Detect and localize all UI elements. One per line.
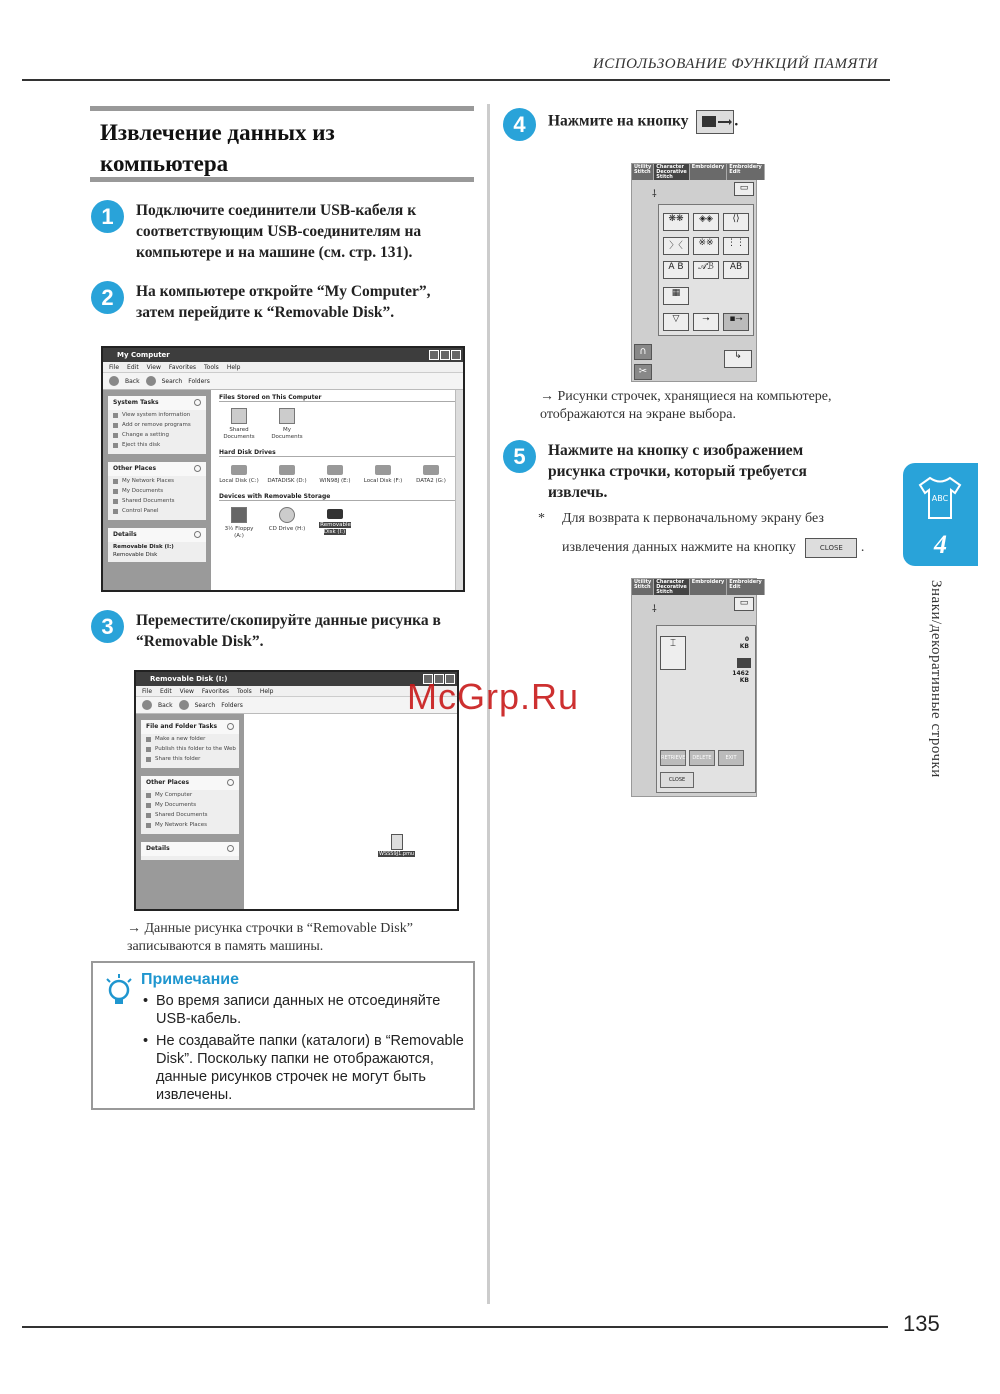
place-link[interactable]: Control Panel	[108, 506, 206, 516]
watermark: McGrp.Ru	[407, 676, 580, 717]
file-view	[244, 714, 457, 909]
category-button[interactable]: 〉〈	[663, 237, 689, 255]
hard-disk-icon	[423, 465, 439, 475]
step-number: 4	[503, 108, 536, 141]
drive-item[interactable]	[267, 461, 307, 485]
hard-disk-icon	[231, 465, 247, 475]
task-link[interactable]: Publish this folder to the Web	[141, 744, 239, 754]
window-title: My Computer	[117, 351, 170, 359]
place-link[interactable]: My Network Places	[108, 476, 206, 486]
window-title: Removable Disk (I:)	[150, 675, 228, 683]
menu-view[interactable]: View	[146, 364, 161, 371]
window-body	[136, 714, 457, 909]
section-title-line2: компьютера	[100, 151, 229, 176]
shared-documents-item[interactable]	[219, 406, 259, 441]
step-text-label: Нажмите на кнопку	[548, 112, 689, 130]
step-text: Нажмите на кнопку с изображением рисунка строчки, который требуется извлечь.	[548, 442, 807, 501]
note-title: Примечание	[141, 971, 240, 988]
needle-icon: ⸸	[652, 604, 657, 615]
section-heading	[90, 106, 474, 182]
step-5-star: *	[538, 511, 545, 526]
note-item: • Не создавайте папки (каталоги) в “Removable Disk”. Поскольку папки не отображаются, данные рисунков строчек не могут быть извлечены.	[143, 1032, 468, 1104]
task-pane	[103, 390, 211, 590]
step-1	[91, 200, 471, 266]
file-label: WSSS9J1.pmu	[379, 851, 415, 857]
memory-used-unit: KB	[739, 643, 749, 650]
panel-title: Other Places	[113, 465, 157, 472]
machine-screen-selection	[631, 163, 762, 382]
details-panel	[108, 528, 206, 562]
dragged-file[interactable]	[378, 834, 415, 857]
group-header: Files Stored on This Computer	[219, 394, 455, 402]
section-title-line1: Извлечение данных из	[100, 120, 335, 145]
menu-file[interactable]: File	[109, 364, 120, 371]
tab-character-decorative[interactable]: Character Decorative Stitch	[654, 164, 690, 180]
place-link[interactable]: My Computer	[141, 790, 239, 800]
forward-icon[interactable]	[179, 700, 189, 710]
section-title	[90, 111, 474, 179]
cd-drive-item[interactable]	[267, 505, 307, 540]
step-5-note-line2: извлечения данных нажмите на кнопку CLOSE .	[562, 538, 882, 558]
folder-icon	[231, 408, 247, 424]
cd-icon	[279, 507, 295, 523]
search-button[interactable]: Search	[194, 701, 216, 709]
retrieve-panel	[656, 625, 756, 793]
task-link[interactable]: Change a setting	[108, 430, 206, 440]
menu-edit[interactable]: Edit	[127, 364, 139, 371]
category-button[interactable]: ◈◈	[693, 213, 719, 231]
step-text: Переместите/скопируйте данные рисунка в “Removable Disk”.	[136, 612, 441, 650]
pattern-category-panel	[658, 204, 754, 336]
file-view	[211, 390, 463, 590]
step-text: Нажмите на кнопку .	[548, 110, 798, 134]
lightbulb-icon	[103, 973, 135, 1007]
item-label: My Documents	[271, 427, 303, 440]
step-text: На компьютере откройте “My Computer”, затем перейдите к “Removable Disk”.	[136, 283, 431, 321]
needle-icon: ⸸	[652, 189, 657, 200]
forward-icon[interactable]	[146, 376, 156, 386]
user-pattern-button[interactable]: ▦	[663, 287, 689, 305]
step-4	[503, 108, 793, 142]
menu-file[interactable]: File	[142, 688, 153, 695]
machine-screen-retrieve	[631, 578, 762, 797]
memory-used	[740, 636, 749, 650]
note-box	[91, 961, 475, 1110]
item-label: WIN98J (E:)	[319, 478, 351, 484]
memory-button[interactable]: ▭	[734, 597, 754, 611]
step-5-note-text: извлечения данных нажмите на кнопку	[562, 540, 796, 556]
step-number: 2	[91, 281, 124, 314]
step-3	[91, 610, 471, 654]
step-number: 5	[503, 440, 536, 473]
category-button[interactable]: ⋮⋮	[723, 237, 749, 255]
memory-available-unit: KB	[739, 677, 749, 684]
drive-item[interactable]	[219, 461, 259, 485]
back-icon[interactable]	[109, 376, 119, 386]
item-label: Removable Disk (I:)	[320, 522, 351, 535]
tab-utility-stitch[interactable]: Utility Stitch	[632, 164, 654, 180]
menu-edit[interactable]: Edit	[160, 688, 172, 695]
computer-usb-icon	[737, 658, 751, 668]
category-button[interactable]: A B	[663, 261, 689, 279]
menu-favorites[interactable]: Favorites	[201, 688, 230, 695]
menu-help[interactable]: Help	[259, 688, 274, 695]
task-link[interactable]: Add or remove programs	[108, 420, 206, 430]
place-link[interactable]: My Documents	[141, 800, 239, 810]
drive-item[interactable]	[411, 461, 451, 485]
task-pane	[136, 714, 244, 909]
close-icon[interactable]	[451, 350, 461, 360]
place-link[interactable]: My Documents	[108, 486, 206, 496]
screen-tabs	[632, 579, 762, 595]
usb-import-button[interactable]	[696, 110, 734, 134]
step-number: 1	[91, 200, 124, 233]
item-label: Shared Documents	[223, 427, 255, 440]
chapter-title: Знаки/декоративные строчки	[928, 580, 944, 778]
step-5	[503, 440, 843, 504]
other-places-panel	[141, 776, 239, 834]
tab-embroidery[interactable]: Embroidery	[690, 579, 728, 595]
thread-cutter-icon[interactable]: ∩	[634, 344, 652, 360]
panel-header[interactable]	[108, 528, 206, 542]
file-folder-tasks-panel	[141, 720, 239, 768]
panel-title: System Tasks	[113, 399, 159, 406]
usb-button[interactable]: ⭢	[693, 313, 719, 331]
hard-disk-icon	[327, 465, 343, 475]
maximize-icon[interactable]	[440, 350, 450, 360]
footer-rule	[22, 1326, 888, 1328]
step-text: Подключите соединители USB-кабеля к соответствующим USB-соединителям на компьютере и на машине (см. стр. 131).	[136, 202, 422, 261]
header-rule	[22, 79, 890, 81]
settings-button[interactable]: ↳	[724, 350, 752, 368]
folders-button[interactable]: Folders	[188, 377, 210, 385]
details-panel	[141, 842, 239, 860]
task-link[interactable]: Make a new folder	[141, 734, 239, 744]
step-2	[91, 281, 471, 325]
pattern-thumbnail[interactable]: ⌶	[660, 636, 686, 670]
category-button[interactable]: ❋❋	[663, 213, 689, 231]
category-button[interactable]: 𝒜ℬ	[693, 261, 719, 279]
scrollbar[interactable]	[455, 390, 463, 590]
panel-title: Details	[146, 845, 170, 852]
close-button-inline[interactable]: CLOSE	[805, 538, 857, 558]
collapse-icon[interactable]	[194, 531, 201, 538]
panel-title: Other Places	[146, 779, 190, 786]
task-link[interactable]: View system information	[108, 410, 206, 420]
item-label: DATADISK (D:)	[267, 478, 307, 484]
memory-used-value: 0	[744, 636, 749, 643]
panel-title: File and Folder Tasks	[146, 723, 218, 730]
menu-view[interactable]: View	[179, 688, 194, 695]
collapse-icon[interactable]	[227, 845, 234, 852]
item-label: CD Drive (H:)	[268, 526, 306, 532]
toolbar	[103, 373, 463, 390]
retrieve-button[interactable]: RETRIEVE	[660, 750, 686, 766]
removable-disk-icon	[327, 509, 343, 519]
panel-header[interactable]	[108, 396, 206, 410]
file-icon	[391, 834, 403, 850]
drive-item[interactable]	[315, 461, 355, 485]
scissors-icon[interactable]: ✂	[634, 364, 652, 380]
shirt-text: ABC	[931, 494, 949, 503]
item-label: Local Disk (F:)	[363, 478, 403, 484]
group-items	[219, 461, 455, 485]
panel-header[interactable]	[141, 776, 239, 790]
panel-header[interactable]	[141, 720, 239, 734]
drive-item[interactable]	[363, 461, 403, 485]
task-link[interactable]: Eject this disk	[108, 440, 206, 450]
category-button[interactable]: AB	[723, 261, 749, 279]
panel-header[interactable]	[141, 842, 239, 856]
minimize-icon[interactable]	[429, 350, 439, 360]
group-items	[219, 406, 455, 441]
window-title-bar	[103, 348, 463, 362]
memory-available	[732, 670, 749, 684]
folders-button[interactable]: Folders	[221, 701, 243, 709]
group-items	[219, 505, 455, 540]
panel-header[interactable]	[108, 462, 206, 476]
group-header: Hard Disk Drives	[219, 449, 455, 457]
memory-available-value: 1462	[732, 670, 749, 677]
tab-embroidery-edit[interactable]: Embroidery Edit	[727, 579, 765, 595]
collapse-icon[interactable]	[194, 399, 201, 406]
running-header: ИСПОЛЬЗОВАНИЕ ФУНКЦИЙ ПАМЯТИ	[592, 56, 878, 72]
folder-icon	[279, 408, 295, 424]
floppy-icon	[231, 507, 247, 523]
panel-title: Details	[113, 531, 137, 538]
category-button[interactable]: ※※	[693, 237, 719, 255]
chapter-number: 4	[934, 530, 947, 559]
my-documents-item[interactable]	[267, 406, 307, 441]
screen-tabs	[632, 164, 762, 180]
note-list	[143, 992, 468, 1108]
computer-usb-icon	[697, 111, 733, 133]
tab-utility-stitch[interactable]: Utility Stitch	[632, 579, 654, 595]
floppy-item[interactable]	[219, 505, 259, 540]
close-button[interactable]: CLOSE	[660, 772, 694, 788]
computer-usb-button[interactable]: ▪⭢	[723, 313, 749, 331]
category-button[interactable]: ⟨⟩	[723, 213, 749, 231]
place-link[interactable]: My Network Places	[141, 820, 239, 830]
page-number: 135	[903, 1311, 940, 1336]
collapse-icon[interactable]	[194, 465, 201, 472]
details-type: Removable Disk	[113, 552, 158, 558]
shirt-icon	[916, 475, 964, 521]
window-controls	[429, 350, 461, 360]
menu-bar	[103, 362, 463, 373]
back-button[interactable]: Back	[158, 701, 173, 709]
search-button[interactable]: Search	[161, 377, 183, 385]
item-label: DATA2 (G:)	[416, 478, 446, 484]
tab-embroidery[interactable]: Embroidery	[690, 164, 728, 180]
place-link[interactable]: Shared Documents	[141, 810, 239, 820]
collapse-icon[interactable]	[227, 779, 234, 786]
menu-tools[interactable]: Tools	[237, 688, 252, 695]
step-4-result: → Рисунки строчек, хранящиеся на компьютере, отображаются на экране выбора.	[540, 389, 832, 422]
tab-character-decorative[interactable]: Character Decorative Stitch	[654, 579, 690, 595]
tab-embroidery-edit[interactable]: Embroidery Edit	[727, 164, 765, 180]
collapse-icon[interactable]	[227, 723, 234, 730]
step-5-note-line1: Для возврата к первоначальному экрану без	[562, 511, 824, 526]
back-button[interactable]: Back	[125, 377, 140, 385]
my-computer-window	[101, 346, 465, 592]
item-label: 3½ Floppy (A:)	[224, 526, 254, 539]
step-number: 3	[91, 610, 124, 643]
memory-button[interactable]: ▭	[734, 182, 754, 196]
note-item: • Во время записи данных не отсоединяйте USB-кабель.	[143, 992, 468, 1028]
group-header: Devices with Removable Storage	[219, 493, 455, 501]
delete-button[interactable]: DELETE	[689, 750, 715, 766]
menu-help[interactable]: Help	[226, 364, 241, 371]
pocket-memory-button[interactable]: ▽	[663, 313, 689, 331]
place-link[interactable]: Shared Documents	[108, 496, 206, 506]
removable-disk-item[interactable]	[315, 505, 355, 540]
task-link[interactable]: Share this folder	[141, 754, 239, 764]
step-3-result: → Данные рисунка строчки в “Removable Disk” записываются в память машины.	[127, 921, 413, 954]
system-tasks-panel	[108, 396, 206, 454]
hard-disk-icon	[279, 465, 295, 475]
exit-button[interactable]: EXIT	[718, 750, 744, 766]
item-label: Local Disk (C:)	[219, 478, 259, 484]
chapter-tab	[903, 463, 978, 566]
menu-favorites[interactable]: Favorites	[168, 364, 197, 371]
details-name: Removable Disk (I:)	[113, 544, 174, 550]
hard-disk-icon	[375, 465, 391, 475]
other-places-panel	[108, 462, 206, 520]
back-icon[interactable]	[142, 700, 152, 710]
menu-tools[interactable]: Tools	[204, 364, 219, 371]
window-body	[103, 390, 463, 590]
